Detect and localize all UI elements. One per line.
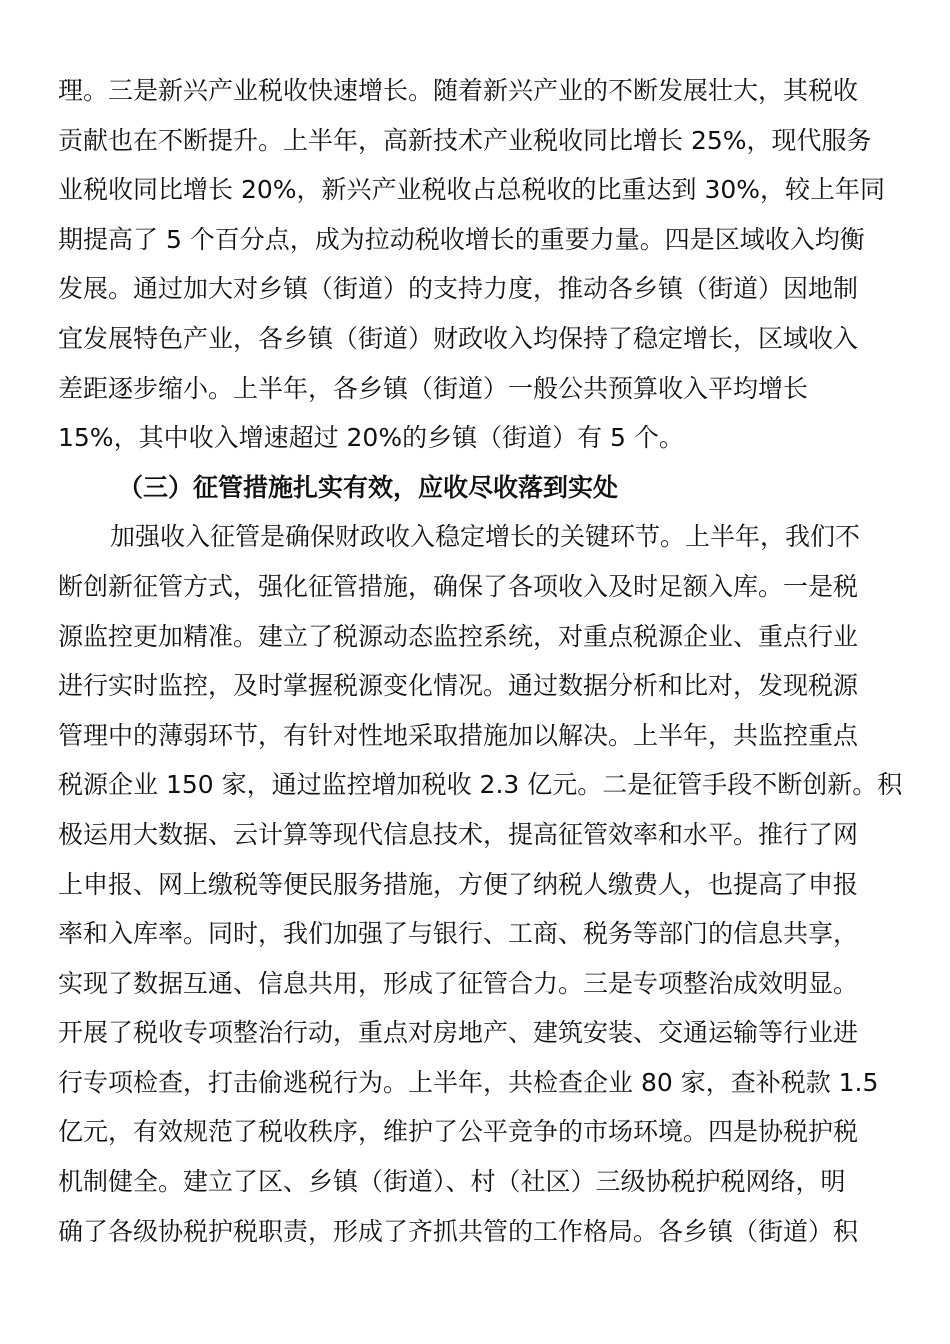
text-line: 上申报、网上缴税等便民服务措施，方便了纳税人缴费人，也提高了申报: [58, 869, 859, 899]
text-line: 发展。通过加大对乡镇（街道）的支持力度，推动各乡镇（街道）因地制: [58, 274, 859, 304]
text-line: 贡献也在不断提升。上半年，高新技术产业税收同比增长 25%，现代服务: [58, 125, 872, 155]
text-line: 期提高了 5 个百分点，成为拉动税收增长的重要力量。四是区域收入均衡: [58, 224, 865, 254]
paragraph-revenue-growth: [58, 66, 888, 463]
text-line: 实现了数据互通、信息共用，形成了征管合力。三是专项整治成效明显。: [58, 968, 859, 998]
section-heading: （三）征管措施扎实有效，应收尽收落到实处: [118, 472, 619, 502]
text-line: 加强收入征管是确保财政收入稳定增长的关键环节。上半年，我们不: [110, 522, 861, 552]
text-line: 开展了税收专项整治行动，重点对房地产、建筑安装、交通运输等行业进: [58, 1018, 859, 1048]
text-line: 进行实时监控，及时掌握税源变化情况。通过数据分析和比对，发现税源: [58, 671, 859, 701]
text-line: 行专项检查，打击偷逃税行为。上半年，共检查企业 80 家，查补税款 1.5: [58, 1067, 879, 1097]
text-line: 极运用大数据、云计算等现代信息技术，提高征管效率和水平。推行了网: [58, 819, 859, 849]
text-line: 税源企业 150 家，通过监控增加税收 2.3 亿元。二是征管手段不断创新。积: [58, 770, 903, 800]
text-line: 差距逐步缩小。上半年，各乡镇（街道）一般公共预算收入平均增长: [58, 373, 809, 403]
text-line: 机制健全。建立了区、乡镇（街道）、村（社区）三级协税护税网络，明: [58, 1167, 846, 1197]
text-line: 宜发展特色产业，各乡镇（街道）财政收入均保持了稳定增长，区域收入: [58, 323, 859, 353]
text-line: 管理中的薄弱环节，有针对性地采取措施加以解决。上半年，共监控重点: [58, 720, 859, 750]
text-line: 源监控更加精准。建立了税源动态监控系统，对重点税源企业、重点行业: [58, 621, 859, 651]
document-body: [58, 66, 903, 1256]
paragraph-collection-measures: [58, 512, 903, 1256]
text-line: 断创新征管方式，强化征管措施，确保了各项收入及时足额入库。一是税: [58, 571, 859, 601]
text-line: 业税收同比增长 20%，新兴产业税收占总税收的比重达到 30%，较上年同: [58, 175, 886, 205]
text-line: 确了各级协税护税职责，形成了齐抓共管的工作格局。各乡镇（街道）积: [58, 1216, 859, 1246]
text-line: 15%，其中收入增速超过 20%的乡镇（街道）有 5 个。: [58, 423, 684, 453]
text-line: 亿元，有效规范了税收秩序，维护了公平竞争的市场环境。四是协税护税: [58, 1117, 859, 1147]
text-line: 理。三是新兴产业税收快速增长。随着新兴产业的不断发展壮大，其税收: [58, 76, 859, 105]
text-line: 率和入库率。同时，我们加强了与银行、工商、税务等部门的信息共享，: [58, 919, 859, 949]
